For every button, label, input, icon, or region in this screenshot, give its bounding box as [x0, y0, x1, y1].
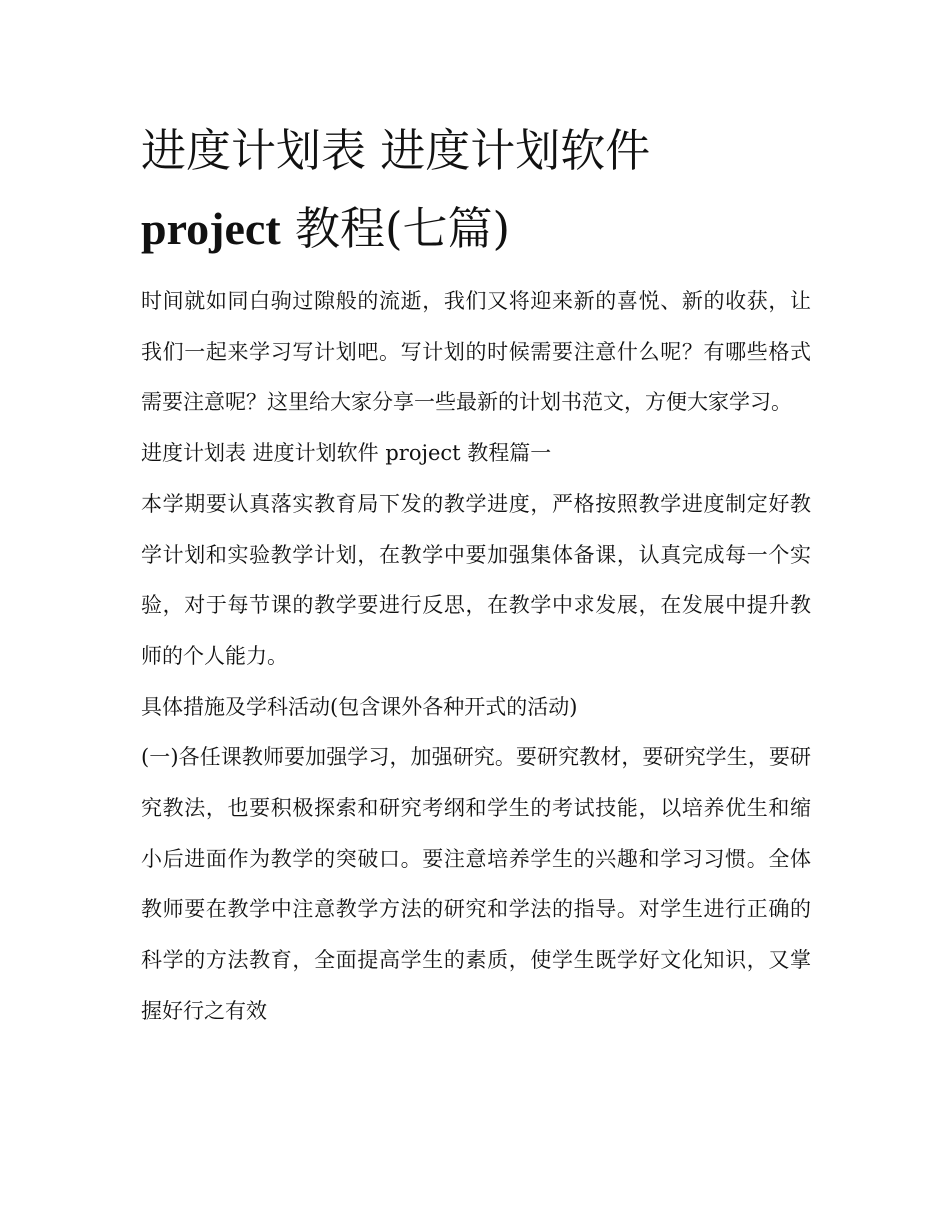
document-page	[141, 112, 811, 1037]
body-paragraph-2: (一)各任课教师要加强学习，加强研究。要研究教材，要研究学生，要研究教法，也要积极探索和研究考纲和学生的考试技能，以培养优生和缩小后进面作为教学的突破口。要注意培养学生的兴趣和学习习惯。全体教师要在教学中注意教学方法的研究和学法的指导。对学生进行正确的科学的方法教育，全面提高学生的素质，使学生既学好文化知识，又掌握好行之有效	[141, 745, 811, 1023]
body-paragraph-1: 本学期要认真落实教育局下发的教学进度，严格按照教学进度制定好教学计划和实验教学计划，在教学中要加强集体备课，认真完成每一个实验，对于每节课的教学要进行反思，在教学中求发展，在发展中提升教师的个人能力。	[141, 491, 811, 668]
document-title	[141, 112, 811, 268]
section-heading-1: 进度计划表 进度计划软件 project 教程篇一	[141, 441, 552, 466]
intro-paragraph: 时间就如同白驹过隙般的流逝，我们又将迎来新的喜悦、新的收获，让我们一起来学习写计划吧。写计划的时候需要注意什么呢？有哪些格式需要注意呢？这里给大家分享一些最新的计划书范文，方便大家学习。	[141, 289, 811, 415]
title-line-2-rest: 教程(七篇)	[280, 202, 511, 255]
title-line-1: 进度计划表 进度计划软件	[141, 124, 651, 177]
measures-heading: 具体措施及学科活动(包含课外各种开式的活动)	[141, 694, 578, 719]
title-word-project: project	[141, 203, 281, 254]
document-body	[141, 276, 811, 1037]
